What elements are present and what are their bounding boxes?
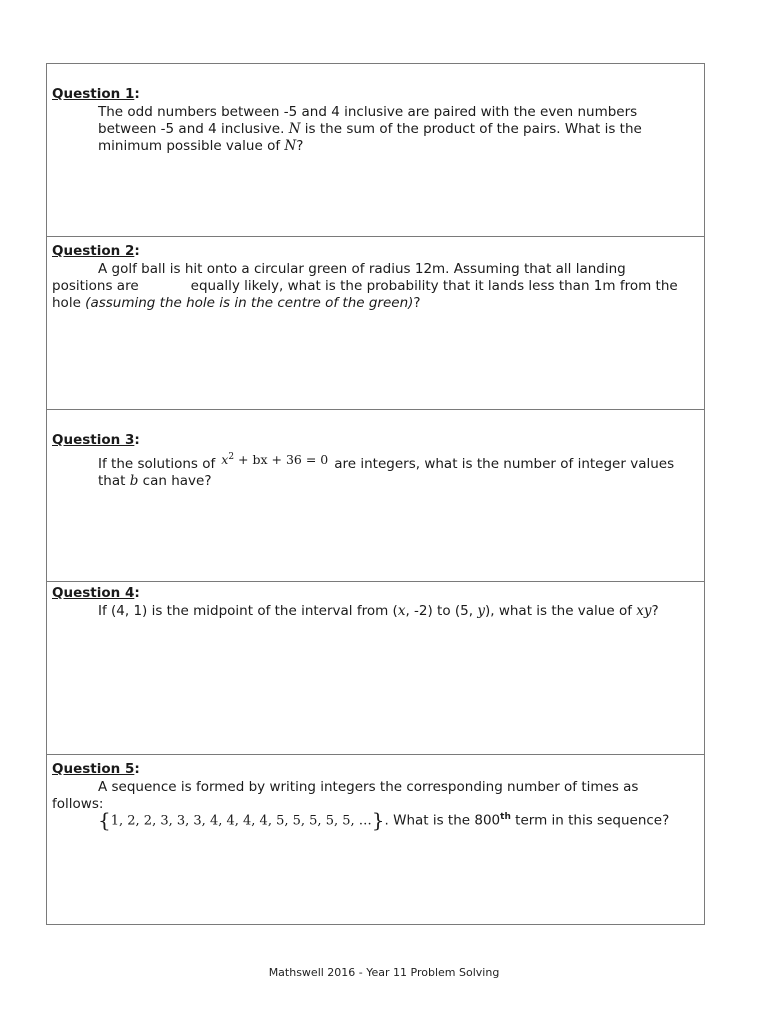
variable-xy: xy	[636, 603, 652, 619]
question-3-box	[47, 409, 704, 581]
question-2-box	[47, 236, 704, 409]
variable-n: N	[284, 138, 297, 154]
question-3-line-2-b: can have?	[138, 473, 212, 490]
question-4-text-b: , -2) to (5,	[405, 603, 478, 619]
question-1-line-2-a: between -5 and 4 inclusive.	[98, 121, 289, 137]
ordinal-suffix: th	[500, 812, 511, 822]
question-2-colon: :	[134, 243, 140, 259]
question-3-line-1	[98, 453, 698, 473]
question-3-line-2-a: that	[98, 473, 130, 490]
question-1-line-2	[98, 121, 698, 138]
question-4-text-d: ?	[651, 603, 659, 619]
question-4-text-a: If (4, 1) is the midpoint of the interval from (	[98, 603, 398, 619]
question-sheet	[46, 63, 705, 925]
quadratic-formula	[221, 449, 328, 468]
question-3-heading: Question 3	[52, 432, 135, 448]
question-1-line-3-b: ?	[296, 138, 304, 154]
question-1-colon: :	[134, 86, 140, 102]
question-1-heading: Question 1	[52, 86, 135, 102]
question-3-line-1-a: If the solutions of	[98, 456, 216, 473]
question-5-line-1: A sequence is formed by writing integers the corresponding number of times as	[98, 779, 639, 795]
variable-y: y	[477, 603, 485, 619]
question-2-text	[52, 261, 698, 312]
sequence-terms: 1, 2, 2, 3, 3, 3, 4, 4, 4, 4, 5, 5, 5, 5, 5, …	[110, 813, 372, 829]
page-footer: Mathswell 2016 - Year 11 Problem Solving	[268, 966, 500, 979]
formula-exponent: 2	[228, 452, 235, 462]
question-2-line-1: A golf ball is hit onto a circular green of radius 12m. Assuming that all landing	[98, 261, 626, 277]
question-2-line-3	[52, 295, 698, 312]
brace-close: }	[371, 807, 385, 832]
question-2-note: (assuming the hole is in the centre of the green)	[85, 295, 414, 311]
question-1-text	[52, 104, 698, 155]
question-4-text	[52, 603, 698, 620]
question-3-line-1-b: are integers, what is the number of integer values	[334, 456, 675, 473]
brace-open: {	[98, 807, 111, 832]
question-4-colon: :	[134, 585, 140, 601]
formula-rest: + bx + 36 = 0	[234, 452, 329, 468]
variable-x: x	[397, 603, 406, 619]
variable-b: b	[129, 473, 139, 490]
question-1-line-1: The odd numbers between -5 and 4 inclusive are paired with the even numbers	[98, 104, 638, 120]
question-2-line-3-b: ?	[413, 295, 421, 311]
question-5-colon: :	[134, 761, 140, 777]
question-4-text-c: ), what is the value of	[484, 603, 637, 619]
question-4-box	[47, 581, 704, 754]
question-1-box	[47, 64, 704, 236]
question-5-line-2: follows:	[52, 796, 104, 812]
question-5-line-3	[52, 809, 698, 830]
question-3-text	[52, 453, 698, 490]
question-1-line-2-b: is the sum of the product of the pairs. What is the	[300, 121, 642, 137]
question-2-line-2	[52, 278, 698, 295]
question-1-line-3	[98, 138, 698, 155]
question-2-heading: Question 2	[52, 243, 135, 259]
question-3-line-2	[98, 473, 698, 490]
variable-n: N	[288, 121, 301, 137]
question-2-line-2-b: equally likely, what is the probability that it lands less than 1m from the	[190, 278, 678, 294]
question-1-line-3-a: minimum possible value of	[98, 138, 285, 154]
formula-x: x	[221, 452, 229, 468]
question-5-heading: Question 5	[52, 761, 135, 777]
question-3-colon: :	[134, 432, 140, 448]
question-5-box	[47, 754, 704, 926]
question-2-line-2-a: positions are	[52, 278, 139, 294]
question-5-text	[52, 779, 698, 830]
question-5-line-3-b: term in this sequence?	[510, 812, 670, 829]
question-2-line-3-a: hole	[52, 295, 86, 311]
question-5-line-3-a: . What is the 800	[384, 812, 501, 829]
question-4-heading: Question 4	[52, 585, 135, 601]
